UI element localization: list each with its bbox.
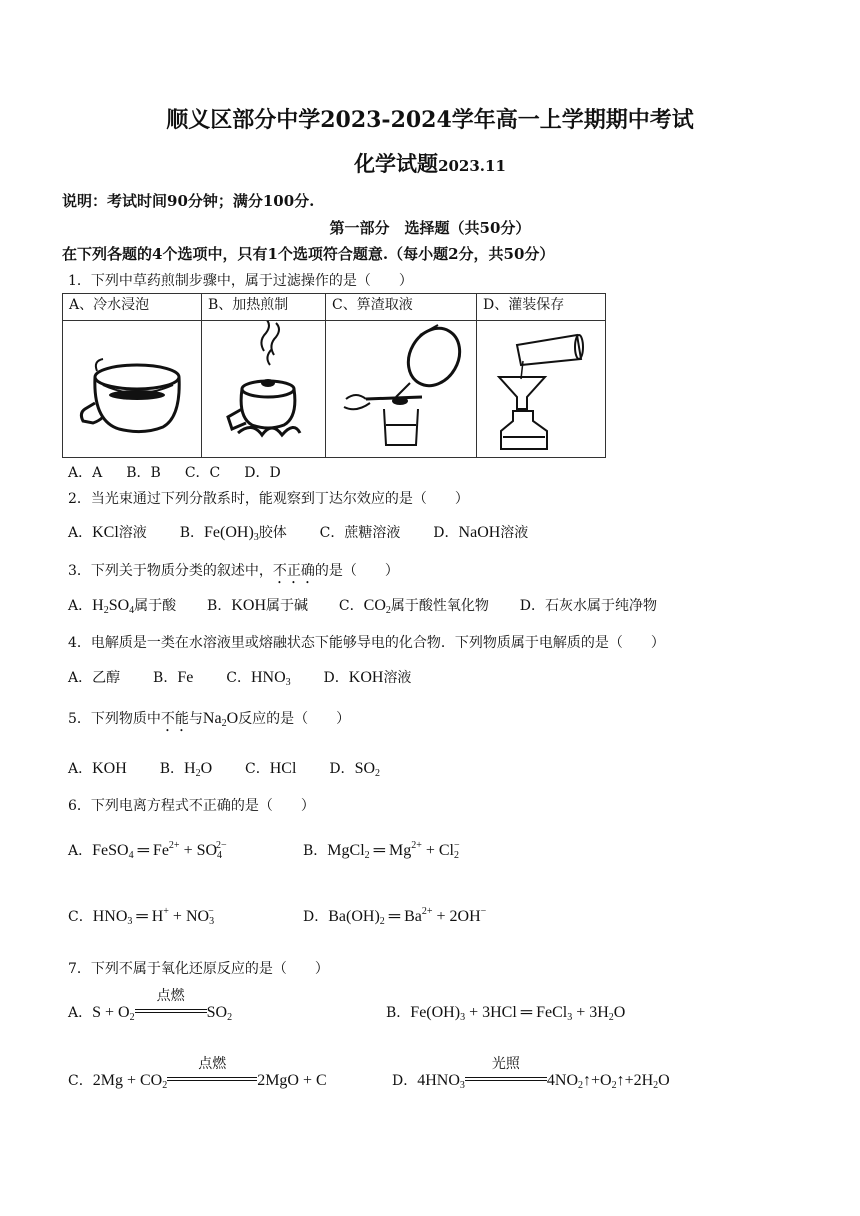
option-d[interactable]: D．$4HNO_3$ 光照 $4NO_2↑+O_2↑+2H_2O$ bbox=[392, 1056, 670, 1091]
option-b[interactable]: B．B bbox=[126, 465, 161, 481]
question-1-options bbox=[68, 462, 281, 482]
page-subtitle bbox=[0, 148, 860, 178]
question-2-stem: 2．当光束通过下列分散系时，能观察到丁达尔效应的是（ ） bbox=[68, 491, 469, 507]
question-3-options bbox=[68, 595, 657, 615]
question-4-options bbox=[68, 667, 411, 687]
subject-title: 化学试题 bbox=[354, 151, 439, 176]
page-title: 顺义区部分中学2023-2024学年高一上学期期中考试 bbox=[166, 107, 694, 133]
exam-note: 说明：考试时间90分钟；满分100分. bbox=[62, 192, 315, 210]
option-d[interactable]: D．$SO_2$ bbox=[329, 760, 381, 779]
option-b[interactable]: B．MgCl$_2$ ═ $Mg^{2+} + Cl_2^-$ bbox=[303, 840, 460, 861]
option-c[interactable]: C．$2Mg + CO_2$ 点燃 2MgO + C bbox=[68, 1056, 327, 1091]
option-c[interactable]: C．HCl bbox=[245, 760, 297, 777]
question-6-stem: 6．下列电离方程式不正确的是（ ） bbox=[68, 798, 315, 814]
option-a[interactable]: A．A bbox=[68, 465, 103, 481]
filtering-illustration bbox=[326, 321, 476, 453]
option-d[interactable]: D．KOH溶液 bbox=[323, 669, 412, 686]
filter-illustration-cell bbox=[326, 321, 477, 458]
option-d[interactable]: D．D bbox=[244, 465, 281, 481]
heating-pot-illustration bbox=[202, 321, 325, 453]
exam-date: 2023.11 bbox=[438, 157, 506, 175]
question-5-options bbox=[68, 758, 380, 778]
section-instruction: 在下列各题的4个选项中，只有1个选项符合题意.（每小题2分，共50分） bbox=[62, 245, 555, 263]
question-2-options bbox=[68, 522, 528, 542]
soak-illustration-cell bbox=[63, 321, 202, 458]
question-1-table bbox=[62, 293, 606, 458]
option-a[interactable]: A．KOH bbox=[68, 760, 127, 777]
option-c[interactable]: C．$HNO_3$ ═ $H^+ + NO_3^-$ bbox=[68, 906, 215, 927]
option-d[interactable]: D．石灰水属于纯净物 bbox=[519, 598, 658, 614]
option-d[interactable]: D．$Ba(OH)_2$ ═ $Ba^{2+} + 2OH^-$ bbox=[303, 906, 487, 927]
question-4-stem: 4．电解质是一类在水溶液里或熔融状态下能够导电的化合物．下列物质属于电解质的是（ ） bbox=[68, 635, 665, 651]
heat-illustration-cell bbox=[202, 321, 326, 458]
option-a[interactable]: A．$S + O_2$ 点燃 $SO_2$ bbox=[68, 988, 233, 1023]
option-c[interactable]: C．$CO_2$属于酸性氧化物 bbox=[338, 597, 489, 616]
section-title: 第一部分 选择题（共50分） bbox=[329, 219, 531, 237]
emphasis-text: 不能 bbox=[160, 711, 189, 727]
option-b[interactable]: B．KOH属于碱 bbox=[207, 597, 309, 614]
question-5-stem: 5．下列物质中不能与$Na_2O$反应的是（ ） bbox=[68, 710, 351, 729]
bottling-illustration bbox=[477, 321, 603, 453]
option-d[interactable]: D．NaOH溶液 bbox=[433, 524, 529, 541]
option-b[interactable]: B．$Fe(OH)_3$胶体 bbox=[179, 524, 287, 543]
table-header-a: A、冷水浸泡 bbox=[63, 294, 202, 321]
question-1-stem: 1．下列中草药煎制步骤中，属于过滤操作的是（ ） bbox=[68, 273, 413, 289]
option-c[interactable]: C．C bbox=[184, 465, 221, 481]
table-header-c: C、箅渣取液 bbox=[326, 294, 477, 321]
option-b[interactable]: B．Fe bbox=[153, 669, 194, 686]
option-b[interactable]: B．$H_2O$ bbox=[159, 760, 213, 779]
option-a[interactable]: A．KCl溶液 bbox=[68, 524, 147, 541]
table-header-d: D、灌装保存 bbox=[477, 294, 606, 321]
table-header-b: B、加热煎制 bbox=[202, 294, 326, 321]
option-c[interactable]: C．$HNO_3$ bbox=[226, 669, 291, 688]
question-7-stem: 7．下列不属于氧化还原反应的是（ ） bbox=[68, 961, 329, 977]
option-a[interactable]: A．乙醇 bbox=[68, 670, 121, 686]
question-3-stem: 3．下列关于物质分类的叙述中，不正确的是（ ） bbox=[68, 563, 399, 579]
option-b[interactable]: B．$Fe(OH)_3 + 3HCl$ ═ FeCl$_3$ + $3H_2O$ bbox=[386, 1004, 626, 1023]
soaking-pot-illustration bbox=[63, 321, 201, 453]
option-a[interactable]: A．FeSO$_4$ ═ $Fe^{2+} + SO_4^{2-}$ bbox=[68, 840, 227, 861]
option-a[interactable]: A．$H_2SO_4$属于酸 bbox=[68, 597, 177, 616]
bottling-illustration-cell bbox=[477, 321, 606, 458]
option-c[interactable]: C．蔗糖溶液 bbox=[319, 525, 401, 541]
emphasis-text: 不正确 bbox=[272, 563, 315, 579]
